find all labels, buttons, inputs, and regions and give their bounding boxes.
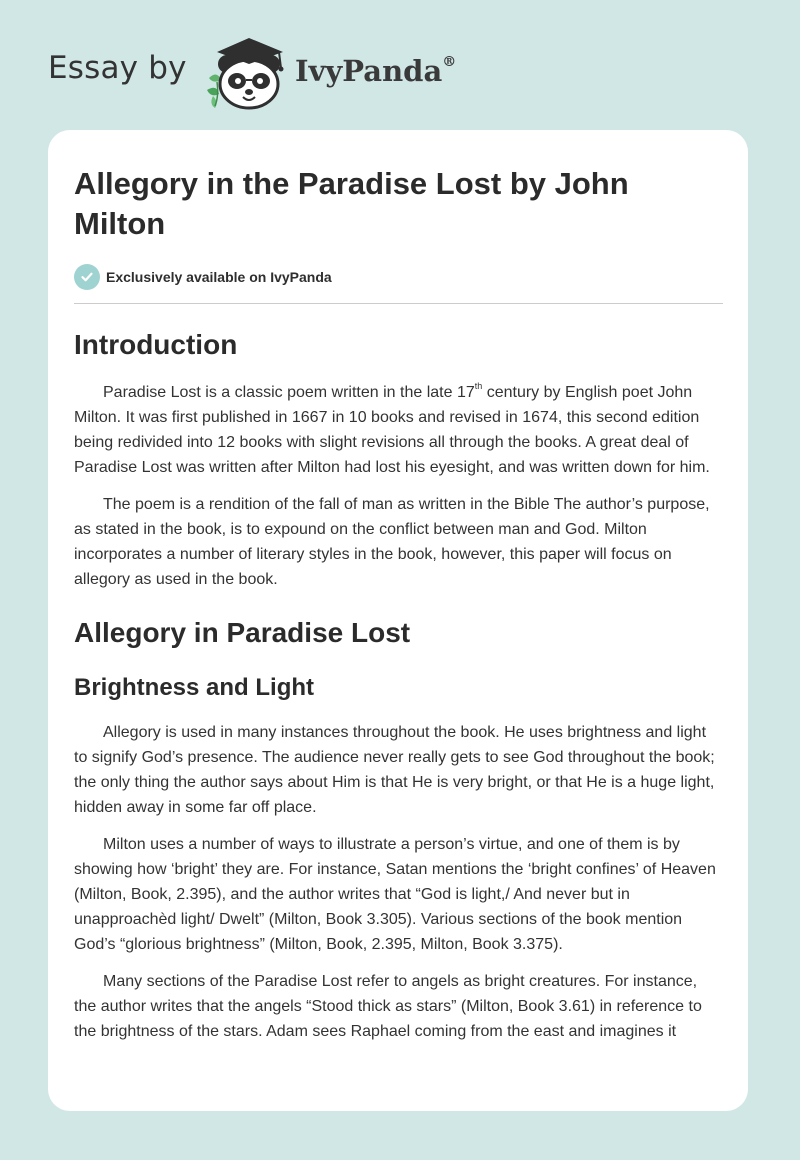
essay-content — [74, 164, 723, 1044]
brand-name: IvyPanda® — [295, 54, 457, 88]
paragraph: The poem is a rendition of the fall of man as written in the Bible The author’s purpose, as stated in the book, is to expound on the conflict between man and God. Milton incorporates a number of literary styles in the book, however, this paper will focus on allegory as used in the book. — [74, 496, 710, 588]
section-heading-allegory: Allegory in Paradise Lost — [74, 617, 411, 648]
brand-prefix: Essay by — [48, 50, 187, 86]
check-circle-icon — [74, 264, 100, 290]
paragraph: Paradise Lost is a classic poem written in the late 17th century by English poet John Milton. It was first published in 1667 in 10 books and revised in 1674, this second edition being redivided into 12 books with slight revisions all through the books. A great deal of Paradise Lost was written after Milton had lost his eyesight, and was written down for him. — [74, 380, 710, 476]
registered-mark: ® — [442, 54, 457, 71]
exclusive-badge — [74, 264, 723, 290]
badge-text: Exclusively available on IvyPanda — [106, 269, 332, 285]
paragraph: Many sections of the Paradise Lost refer to angels as bright creatures. For instance, the author writes that the angels “Stood thick as stars” (Milton, Book 3.61) in reference to the brightness of the stars. Adam sees Raphael coming from the east and imagines it — [74, 973, 702, 1040]
paragraph: Allegory is used in many instances throughout the book. He uses brightness and light to signify God’s presence. The audience never really gets to see God throughout the book; the only thing the author says about Him is that He is very bright, or that He is a huge light, hidden away in some far off place. — [74, 724, 715, 816]
site-header — [0, 0, 800, 130]
subsection-heading-brightness: Brightness and Light — [74, 674, 314, 701]
paragraph: Milton uses a number of ways to illustrate a person’s virtue, and one of them is by showing how ‘bright’ they are. For instance, Satan mentions the ‘bright confines’ of Heaven (Milton, Book, 2.395), and the author writes that “God is light,/ And never but in unapproachèd light/ Dwelt” (Milton, Book 3.305). Various sections of the book mention God’s “glorious brightness” (Milton, Book, 2.395, Milton, Book 3.375). — [74, 836, 716, 953]
essay-title: Allegory in the Paradise Lost by John Milton — [74, 166, 629, 241]
divider — [74, 303, 723, 304]
panda-graduate-icon — [203, 34, 293, 110]
essay-card — [48, 130, 748, 1111]
section-heading-introduction: Introduction — [74, 329, 238, 360]
